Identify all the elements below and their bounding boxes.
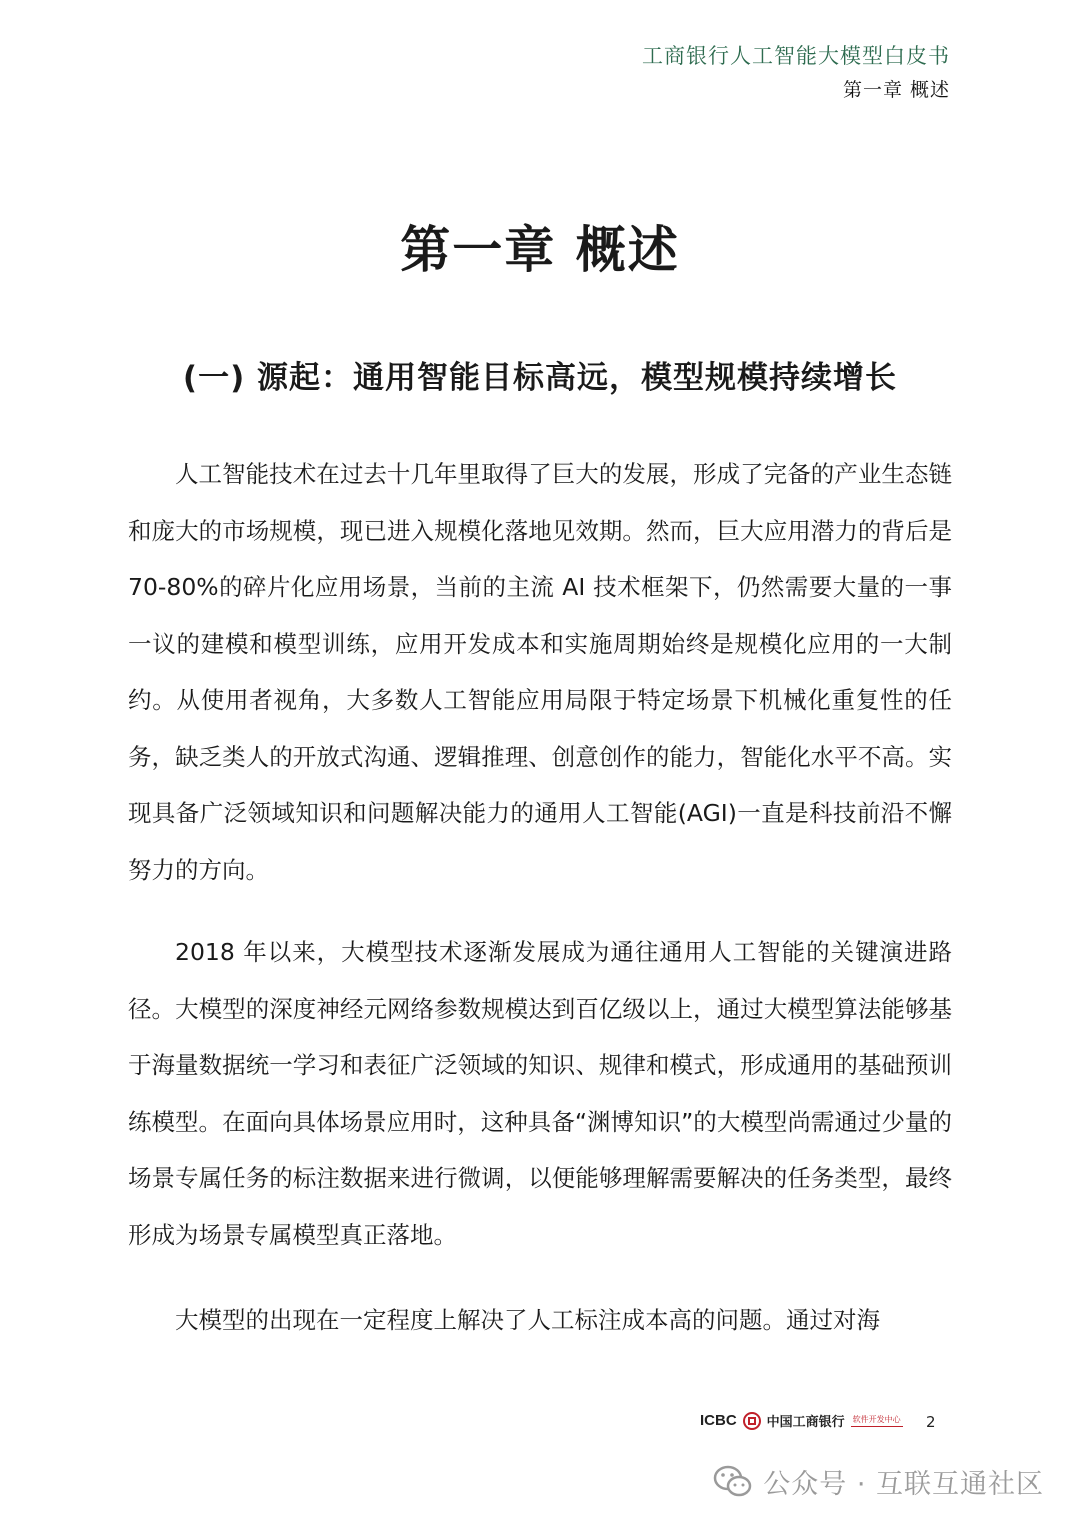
wechat-icon (713, 1465, 753, 1499)
chapter-title: 第一章 概述 (400, 221, 680, 279)
bank-name: 中国工商银行 (766, 1415, 845, 1430)
body-paragraph-3: 大模型的出现在一定程度上解决了人工标注成本高的问题。通过对海 (175, 1306, 880, 1334)
footer-logo-bar (700, 1411, 903, 1430)
section-title: (一) 源起：通用智能目标高远，模型规模持续增长 (182, 360, 898, 396)
page-number: 2 (926, 1413, 936, 1431)
body-paragraph-2: 2018 年以来，大模型技术逐渐发展成为通往通用人工智能的关键演进路径。大模型的深度神经元网络参数规模达到百亿级以上，通过大模型算法能够基于海量数据统一学习和表征广泛领域的知识、规律和模式，形成通用的基础预训练模型。在面向具体场景应用时，这种具备“渊博知识”的大模型尚需通过少量的场景专属任务的标注数据来进行微调，以便能够理解需要解决的任务类型，最终形成为场景专属模型真正落地。 (128, 938, 952, 1249)
watermark-text: 公众号 · 互联互通社区 (763, 1469, 1044, 1500)
header-chapter-label: 第一章 概述 (842, 79, 950, 101)
icbc-abbr: ICBC (700, 1412, 737, 1429)
header-document-title: 工商银行人工智能大模型白皮书 (642, 44, 950, 68)
icbc-logo-icon (743, 1412, 761, 1430)
center-name: 软件开发中心 (851, 1414, 903, 1427)
wechat-watermark (713, 1462, 1044, 1501)
body-paragraph-1: 人工智能技术在过去十几年里取得了巨大的发展，形成了完备的产业生态链和庞大的市场规模，现已进入规模化落地见效期。然而，巨大应用潜力的背后是 70-80%的碎片化应用场景，当前的主流 AI 技术框架下，仍然需要大量的一事一议的建模和模型训练，应用开发成本和实施周期始终是规模化应用的一大制约。从使用者视角，大多数人工智能应用局限于特定场景下机械化重复性的任务，缺乏类人的开放式沟通、逻辑推理、创意创作的能力，智能化水平不高。实现具备广泛领域知识和问题解决能力的通用人工智能(AGI)一直是科技前沿不懈努力的方向。 (128, 460, 952, 884)
